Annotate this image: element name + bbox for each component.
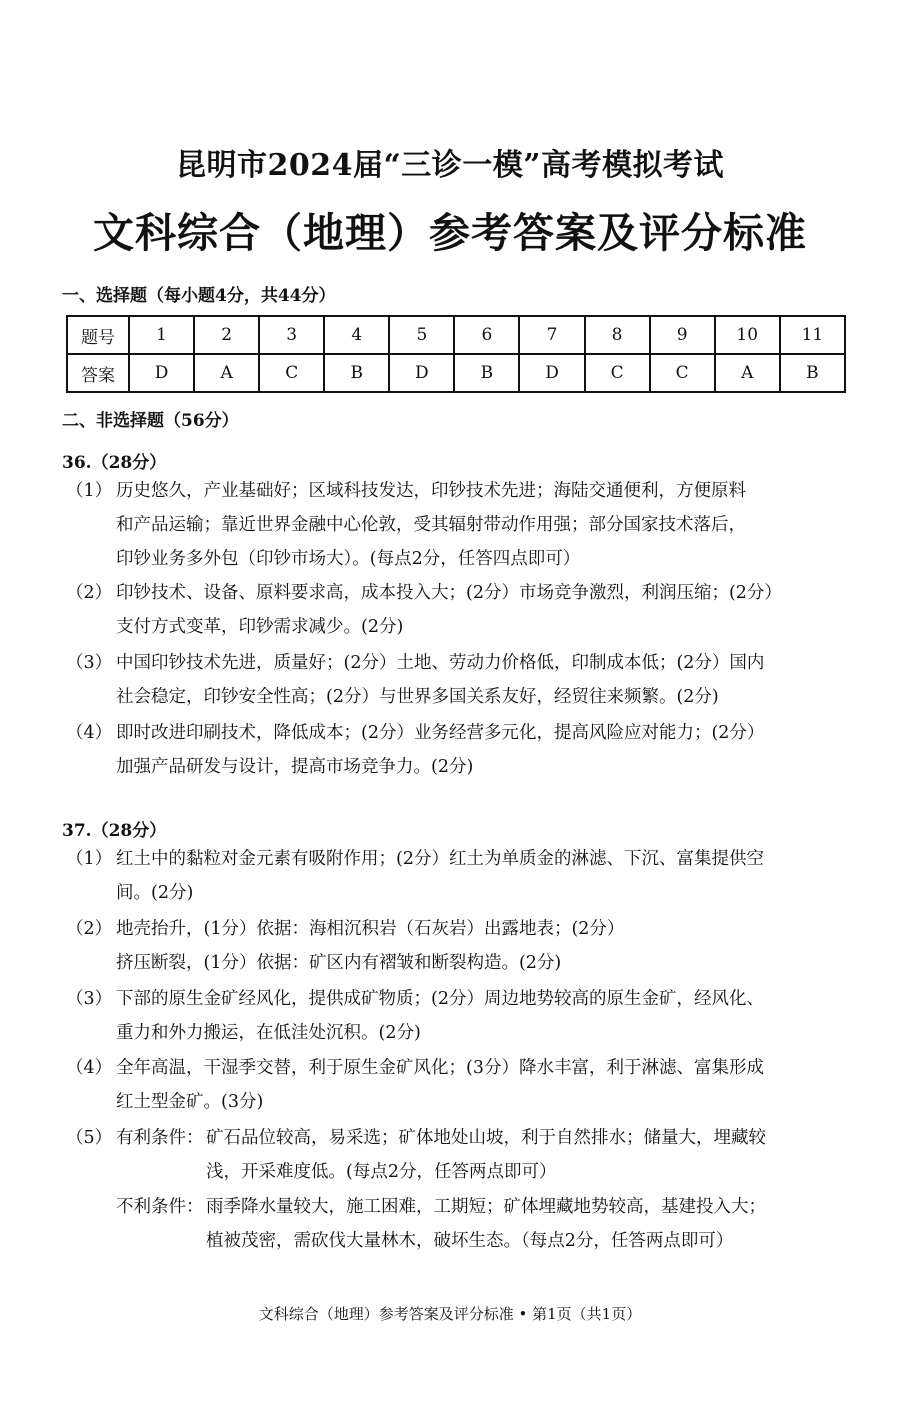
answer-line: 下部的原生金矿经风化，提供成矿物质；(2分）周边地势较高的原生金矿，经风化、 xyxy=(116,989,764,1009)
row-label-answer: 答案 xyxy=(67,354,129,392)
table-cell: A xyxy=(715,354,780,392)
favorable-label: 有利条件： xyxy=(116,1128,204,1148)
page-subtitle: 文科综合（地理）参考答案及评分标准 xyxy=(93,209,807,257)
item-number: （1） xyxy=(66,481,113,501)
answer-line: 印钞业务多外包（印钞市场大）。(每点2分，任答四点即可） xyxy=(116,549,581,569)
table-cell: 4 xyxy=(324,316,389,354)
answer-line: 加强产品研发与设计，提高市场竞争力。(2分) xyxy=(116,757,474,777)
item-number: （1） xyxy=(66,849,113,869)
page-title: 昆明市2024届“三诊一模”高考模拟考试 xyxy=(175,148,724,183)
table-cell: D xyxy=(519,354,584,392)
section1-heading: 一、选择题（每小题4分，共44分） xyxy=(62,286,336,306)
table-cell: B xyxy=(324,354,389,392)
page-footer: 文科综合（地理）参考答案及评分标准 • 第1页（共1页） xyxy=(258,1305,642,1323)
table-cell: 3 xyxy=(259,316,324,354)
table-cell: D xyxy=(129,354,194,392)
q37-heading: 37.（28分） xyxy=(62,821,167,841)
table-cell: C xyxy=(259,354,324,392)
table-cell: A xyxy=(194,354,259,392)
answer-line: 历史悠久，产业基础好；区域科技发达，印钞技术先进；海陆交通便利，方便原料 xyxy=(116,481,746,501)
section2-heading: 二、非选择题（56分） xyxy=(62,411,239,431)
table-cell: 2 xyxy=(194,316,259,354)
answer-line: 红土型金矿。(3分) xyxy=(116,1092,264,1112)
q36-heading: 36.（28分） xyxy=(62,453,167,473)
table-row-numbers xyxy=(67,316,845,354)
answer-line: 挤压断裂，(1分）依据：矿区内有褶皱和断裂构造。(2分) xyxy=(116,953,562,973)
table-cell: 9 xyxy=(650,316,715,354)
table-cell: 7 xyxy=(519,316,584,354)
item-number: （2） xyxy=(66,919,113,939)
answer-table xyxy=(66,315,846,393)
item-number: （3） xyxy=(66,653,113,673)
answer-line: 红土中的黏粒对金元素有吸附作用；(2分）红土为单质金的淋滤、下沉、富集提供空 xyxy=(116,849,764,869)
table-cell: 5 xyxy=(389,316,454,354)
table-cell: C xyxy=(650,354,715,392)
answer-line: 全年高温，干湿季交替，利于原生金矿风化；(3分）降水丰富，利于淋滤、富集形成 xyxy=(116,1058,764,1078)
item-number: （4） xyxy=(66,1058,113,1078)
answer-line: 间。(2分) xyxy=(116,883,194,903)
answer-line: 植被茂密，需砍伐大量林木，破坏生态。（每点2分，任答两点即可） xyxy=(206,1231,734,1251)
table-cell: B xyxy=(454,354,519,392)
unfavorable-label: 不利条件： xyxy=(116,1197,204,1217)
answer-line: 雨季降水量较大，施工困难，工期短；矿体埋藏地势较高，基建投入大； xyxy=(206,1197,766,1217)
table-cell: C xyxy=(585,354,650,392)
answer-line: 矿石品位较高，易采选；矿体地处山坡，利于自然排水；储量大，埋藏较 xyxy=(206,1128,766,1148)
answer-line: 重力和外力搬运，在低洼处沉积。(2分) xyxy=(116,1023,421,1043)
answer-line: 社会稳定，印钞安全性高；(2分）与世界多国关系友好，经贸往来频繁。(2分) xyxy=(116,687,719,707)
item-number: （4） xyxy=(66,723,113,743)
answer-line: 地壳抬升，(1分）依据：海相沉积岩（石灰岩）出露地表；(2分） xyxy=(116,919,625,939)
answer-line: 中国印钞技术先进，质量好；(2分）土地、劳动力价格低，印制成本低；(2分）国内 xyxy=(116,653,765,673)
answer-line: 和产品运输；靠近世界金融中心伦敦，受其辐射带动作用强；部分国家技术落后， xyxy=(116,515,746,535)
table-cell: 10 xyxy=(715,316,780,354)
table-cell: B xyxy=(780,354,845,392)
table-cell: D xyxy=(389,354,454,392)
row-label-number: 题号 xyxy=(67,316,129,354)
answer-line: 印钞技术、设备、原料要求高，成本投入大；(2分）市场竞争激烈，利润压缩；(2分） xyxy=(116,583,782,603)
table-cell: 1 xyxy=(129,316,194,354)
table-cell: 6 xyxy=(454,316,519,354)
answer-line: 支付方式变革，印钞需求减少。(2分) xyxy=(116,617,404,637)
table-cell: 11 xyxy=(780,316,845,354)
table-row-answers xyxy=(67,354,845,392)
answer-line: 即时改进印刷技术，降低成本；(2分）业务经营多元化，提高风险应对能力；(2分） xyxy=(116,723,765,743)
q37-item-5-number: （5） xyxy=(66,1128,113,1148)
item-number: （2） xyxy=(66,583,113,603)
answer-line: 浅，开采难度低。(每点2分，任答两点即可） xyxy=(206,1162,557,1182)
table-cell: 8 xyxy=(585,316,650,354)
item-number: （3） xyxy=(66,989,113,1009)
